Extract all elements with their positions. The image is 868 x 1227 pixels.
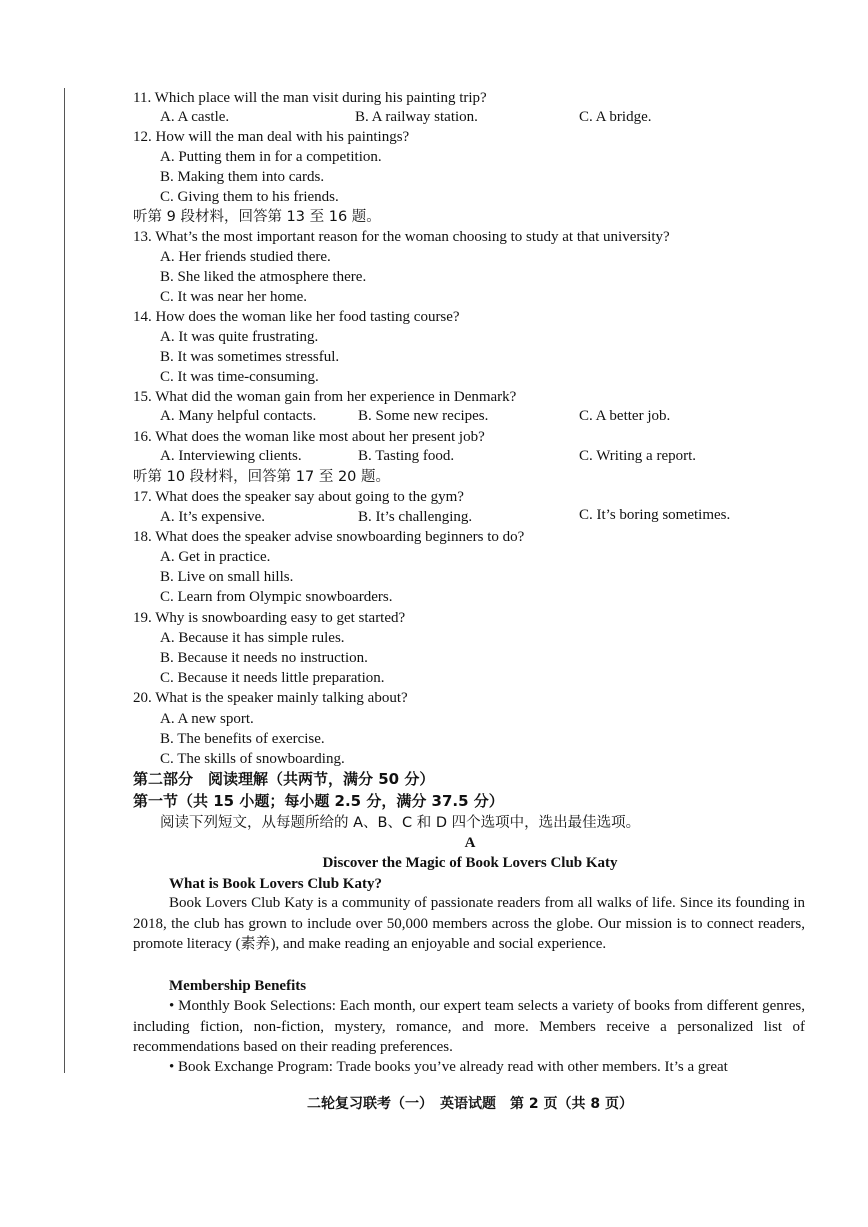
option-b: B. A railway station. [355, 109, 478, 125]
section-instruction: 听第 9 段材料，回答第 13 至 16 题。 [133, 209, 381, 225]
option-b: B. Some new recipes. [358, 408, 489, 424]
option-b: B. It’s challenging. [358, 509, 473, 525]
option-b: B. It was sometimes stressful. [160, 349, 340, 365]
question-16: 16. What does the woman like most about her present job? [133, 429, 485, 445]
option-a: A. A castle. [160, 109, 230, 125]
option-c: C. A better job. [579, 408, 671, 424]
question-15: 15. What did the woman gain from her experience in Denmark? [133, 389, 517, 405]
option-c: C. Because it needs little preparation. [160, 670, 385, 686]
section-heading: Membership Benefits [169, 978, 307, 994]
option-a: A. It was quite frustrating. [160, 329, 319, 345]
question-19: 19. Why is snowboarding easy to get started? [133, 610, 406, 626]
section-title: 第一节（共 15 小题；每小题 2.5 分，满分 37.5 分） [133, 792, 504, 810]
passage-paragraph: Book Lovers Club Katy is a community of passionate readers from all walks of life. Since its founding in 2018, the club has grown to include over 50,000 members across the globe. Our mission is to connect readers, promote literacy (素养), and make reading an enjoyable and social experience. [133, 895, 805, 952]
option-c: C. Writing a report. [579, 448, 697, 464]
passage-letter: A [464, 835, 476, 851]
question-17: 17. What does the speaker say about going to the gym? [133, 489, 464, 505]
option-c: C. It was time-consuming. [160, 369, 319, 385]
passage-title: Discover the Magic of Book Lovers Club Katy [322, 855, 618, 871]
option-a: A. Interviewing clients. [160, 448, 302, 464]
option-b: B. The benefits of exercise. [160, 731, 325, 747]
option-b: B. Making them into cards. [160, 169, 325, 185]
option-a: A. A new sport. [160, 711, 254, 727]
option-b: B. Because it needs no instruction. [160, 650, 368, 666]
question-12: 12. How will the man deal with his paintings? [133, 129, 410, 145]
benefit-paragraph: • Book Exchange Program: Trade books you’ve already read with other members. It’s a great [169, 1059, 728, 1075]
option-c: C. It was near her home. [160, 289, 308, 305]
option-a: A. It’s expensive. [160, 509, 265, 525]
option-b: B. She liked the atmosphere there. [160, 269, 367, 285]
section-instruction: 听第 10 段材料，回答第 17 至 20 题。 [133, 469, 391, 485]
option-c: C. It’s boring sometimes. [579, 507, 731, 523]
option-a: A. Her friends studied there. [160, 249, 331, 265]
option-b: B. Tasting food. [358, 448, 455, 464]
page-footer: 二轮复习联考（一） 英语试题 第 2 页（共 8 页） [307, 1096, 633, 1112]
question-11: 11. Which place will the man visit during his painting trip? [133, 90, 487, 106]
benefit-paragraph: • Monthly Book Selections: Each month, our expert team selects a variety of books from different genres, including fiction, non-fiction, mystery, romance, and more. Members receive a personalized list of recommendations based on their reading preferences. [133, 998, 805, 1055]
question-14: 14. How does the woman like her food tasting course? [133, 309, 460, 325]
option-a: A. Many helpful contacts. [160, 408, 317, 424]
option-c: C. Learn from Olympic snowboarders. [160, 589, 393, 605]
reading-instruction: 阅读下列短文，从每题所给的 A、B、C 和 D 四个选项中，选出最佳选项。 [160, 815, 641, 831]
option-b: B. Live on small hills. [160, 569, 294, 585]
option-c: C. The skills of snowboarding. [160, 751, 345, 767]
section-heading: What is Book Lovers Club Katy? [169, 876, 382, 892]
option-c: C. A bridge. [579, 109, 652, 125]
question-20: 20. What is the speaker mainly talking about? [133, 690, 408, 706]
part-title: 第二部分 阅读理解（共两节，满分 50 分） [133, 770, 435, 788]
option-c: C. Giving them to his friends. [160, 189, 339, 205]
question-13: 13. What’s the most important reason for the woman choosing to study at that university? [133, 229, 670, 245]
option-a: A. Get in practice. [160, 549, 271, 565]
option-a: A. Putting them in for a competition. [160, 149, 382, 165]
question-18: 18. What does the speaker advise snowboarding beginners to do? [133, 529, 525, 545]
option-a: A. Because it has simple rules. [160, 630, 345, 646]
